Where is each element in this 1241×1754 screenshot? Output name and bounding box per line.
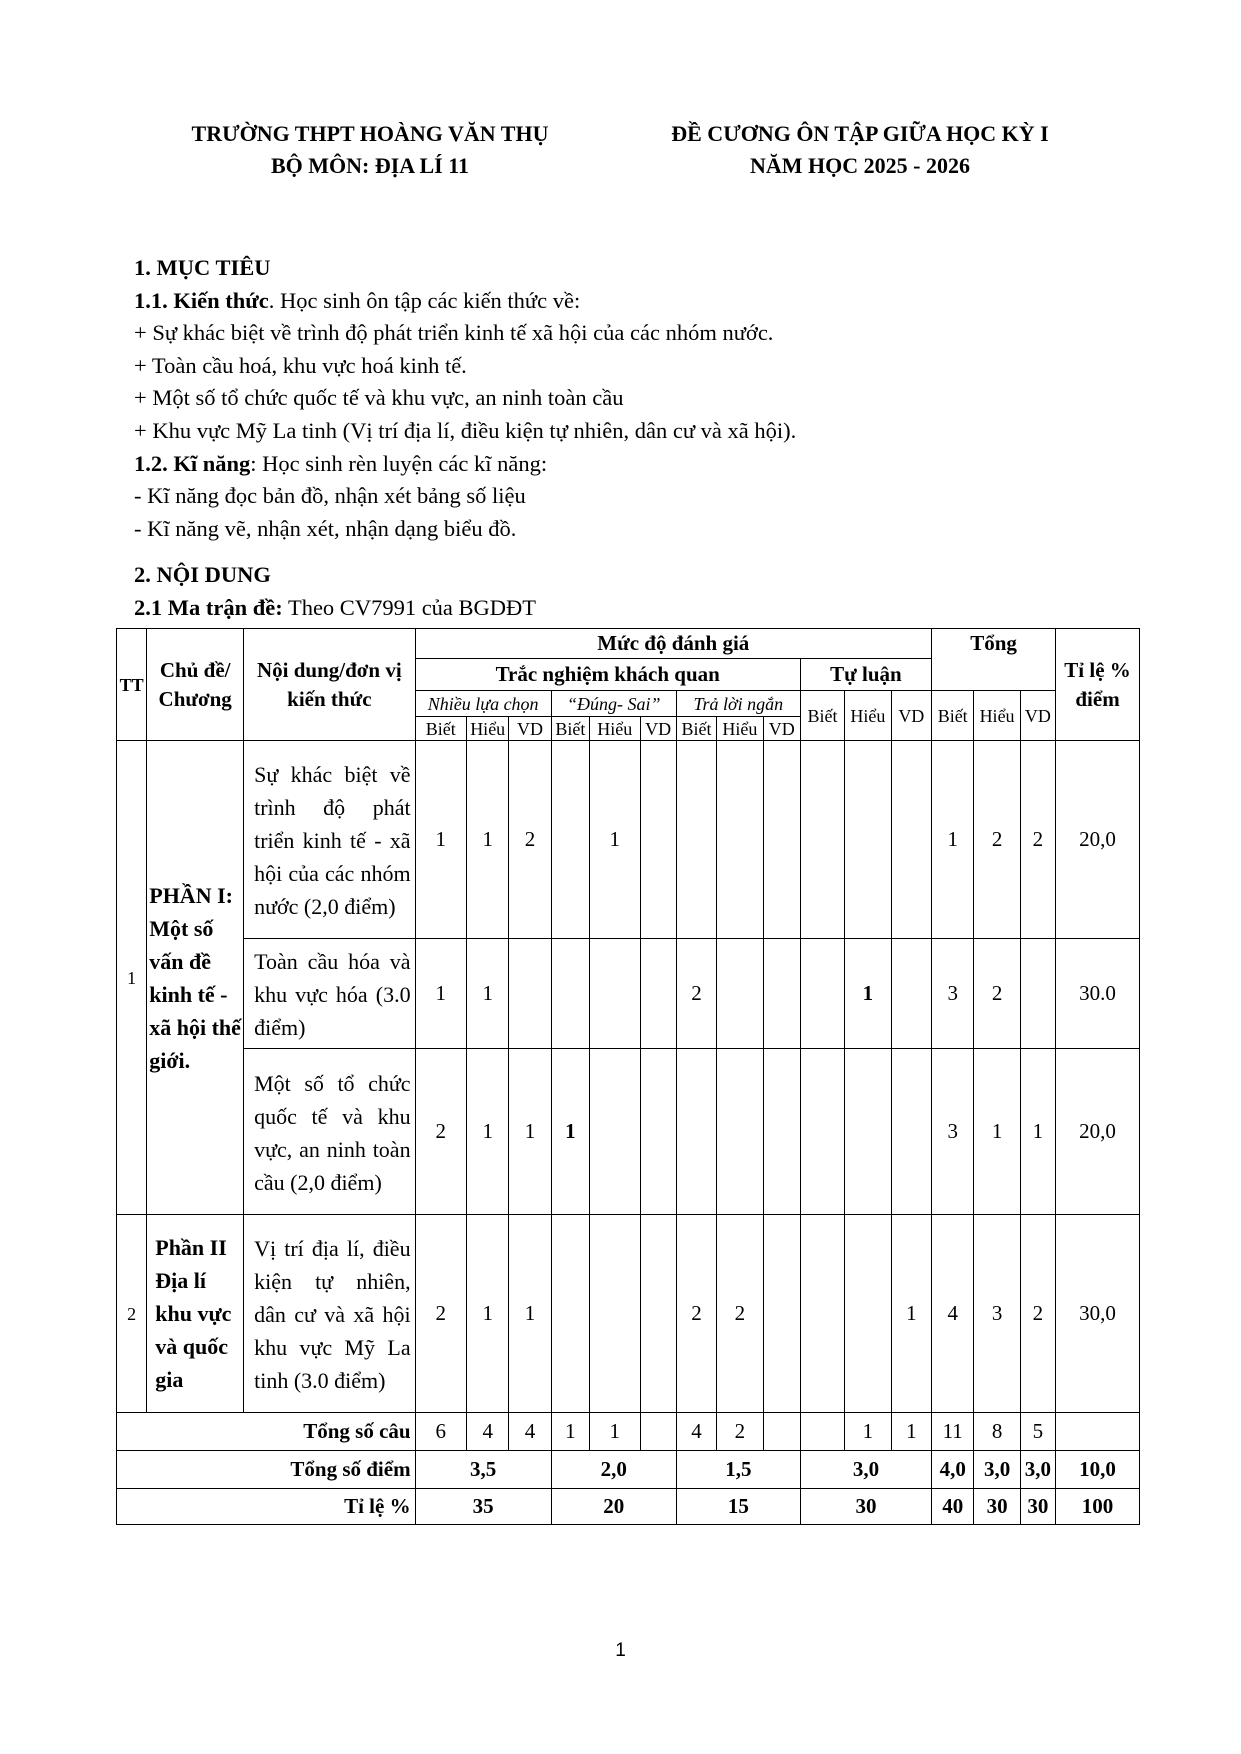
- lv-apply: VD: [1020, 691, 1055, 741]
- cell: 11: [932, 1413, 974, 1451]
- knowledge-item: + Toàn cầu hoá, khu vực hoá kinh tế.: [134, 352, 467, 378]
- table-row: [117, 741, 1140, 939]
- cell: [590, 1049, 640, 1215]
- cell: 1: [509, 1049, 551, 1215]
- cell: 4: [932, 1215, 974, 1413]
- subject-name: BỘ MÔN: ĐỊA LÍ 11: [270, 153, 470, 178]
- school-header: [150, 118, 590, 182]
- total-points-label: Tổng số điểm: [117, 1451, 416, 1489]
- section2-heading: 2. NỘI DUNG: [134, 562, 271, 588]
- matrix-source: Theo CV7991 của BGDĐT: [282, 594, 537, 620]
- cell: 2: [676, 939, 716, 1049]
- cell: 1: [590, 741, 640, 939]
- cell: 2: [1020, 1215, 1055, 1413]
- cell: [845, 1215, 891, 1413]
- col-header-truefalse: “Đúng- Sai”: [551, 691, 676, 717]
- row-content: Vị trí địa lí, điều kiện tự nhiên, dân cư và xã hội khu vực Mỹ La tinh (3.0 điểm): [244, 1215, 415, 1413]
- row-content: Toàn cầu hóa và khu vực hóa (3.0 điểm): [244, 939, 415, 1049]
- percent-label: Tỉ lệ %: [117, 1489, 416, 1525]
- cell: [640, 939, 676, 1049]
- cell: 1: [467, 939, 509, 1049]
- table-row-total-points: [117, 1451, 1140, 1489]
- lv-understand: Hiểu: [974, 691, 1020, 741]
- cell: 3: [974, 1215, 1020, 1413]
- cell: 1: [467, 741, 509, 939]
- cell: 2: [717, 1215, 763, 1413]
- cell: 1: [467, 1049, 509, 1215]
- cell: 4,0: [932, 1451, 974, 1489]
- document-title: ĐỀ CƯƠNG ÔN TẬP GIỮA HỌC KỲ I: [671, 121, 1049, 146]
- school-name: TRƯỜNG THPT HOÀNG VĂN THỤ: [191, 121, 549, 146]
- cell: [800, 741, 844, 939]
- cell: [717, 939, 763, 1049]
- cell: 1: [932, 741, 974, 939]
- cell: 4: [467, 1413, 509, 1451]
- cell: 1: [891, 1215, 931, 1413]
- cell: 4: [509, 1413, 551, 1451]
- cell: 10,0: [1056, 1451, 1140, 1489]
- cell: [551, 939, 589, 1049]
- cell: [590, 1215, 640, 1413]
- col-header-objective: Trắc nghiệm khách quan: [415, 659, 800, 691]
- cell: [676, 741, 716, 939]
- knowledge-intro: . Học sinh ôn tập các kiến thức về:: [268, 287, 581, 313]
- cell: 2,0: [551, 1451, 676, 1489]
- cell: 15: [676, 1489, 800, 1525]
- cell: [551, 741, 589, 939]
- row-ratio: 30,0: [1056, 1215, 1140, 1413]
- cell: [800, 1215, 844, 1413]
- page-number: 1: [615, 1640, 626, 1661]
- cell: [800, 1049, 844, 1215]
- cell: 1: [467, 1215, 509, 1413]
- cell: 3,5: [415, 1451, 551, 1489]
- cell: 8: [974, 1413, 1020, 1451]
- cell: 2: [509, 741, 551, 939]
- cell: 3: [932, 1049, 974, 1215]
- document-header: [630, 118, 1090, 182]
- cell: 30: [800, 1489, 931, 1525]
- cell: [891, 741, 931, 939]
- row-tt: 1: [117, 741, 147, 1215]
- cell: 1: [845, 1413, 891, 1451]
- cell: 20: [551, 1489, 676, 1525]
- cell: 1: [974, 1049, 1020, 1215]
- cell: 2: [974, 939, 1020, 1049]
- table-row-total-questions: [117, 1413, 1140, 1451]
- cell: 1: [845, 939, 891, 1049]
- knowledge-label: 1.1. Kiến thức: [134, 287, 269, 313]
- cell: [640, 741, 676, 939]
- cell: 30: [1020, 1489, 1055, 1525]
- cell: [845, 1049, 891, 1215]
- col-header-level: Mức độ đánh giá: [415, 629, 931, 659]
- cell: [800, 939, 844, 1049]
- col-header-essay: Tự luận: [800, 659, 931, 691]
- cell: 2: [676, 1215, 716, 1413]
- lv-know: Biết: [932, 691, 974, 741]
- cell: 5: [1020, 1413, 1055, 1451]
- cell: 1,5: [676, 1451, 800, 1489]
- table-row: [117, 939, 1140, 1049]
- cell: 2: [1020, 741, 1055, 939]
- cell: 3,0: [800, 1451, 931, 1489]
- lv-apply: VD: [763, 717, 800, 741]
- cell: [891, 1049, 931, 1215]
- cell: [763, 741, 800, 939]
- table-row-percent: [117, 1489, 1140, 1525]
- cell: 2: [415, 1215, 466, 1413]
- lv-know: Biết: [676, 717, 716, 741]
- cell: [509, 939, 551, 1049]
- cell: 1: [551, 1413, 589, 1451]
- row-ratio: [1056, 1413, 1140, 1451]
- cell: [590, 939, 640, 1049]
- row-ratio: 20,0: [1056, 741, 1140, 939]
- cell: [1020, 939, 1055, 1049]
- skills-intro: : Học sinh rèn luyện các kĩ năng:: [250, 450, 548, 476]
- skills-item: - Kĩ năng đọc bản đồ, nhận xét bảng số liệu: [134, 483, 526, 509]
- cell: [676, 1049, 716, 1215]
- cell: 1: [891, 1413, 931, 1451]
- cell: 4: [676, 1413, 716, 1451]
- total-questions-label: Tổng số câu: [117, 1413, 416, 1451]
- cell: [717, 1049, 763, 1215]
- assessment-matrix-table: [116, 628, 1140, 1525]
- row-ratio: 20,0: [1056, 1049, 1140, 1215]
- cell: [640, 1215, 676, 1413]
- cell: [891, 939, 931, 1049]
- cell: [763, 1413, 800, 1451]
- cell: 30: [974, 1489, 1020, 1525]
- row-content: Một số tổ chức quốc tế và khu vực, an ninh toàn cầu (2,0 điểm): [244, 1049, 415, 1215]
- cell: [800, 1413, 844, 1451]
- cell: 1: [590, 1413, 640, 1451]
- col-header-short: Trả lời ngắn: [676, 691, 800, 717]
- lv-know: Biết: [415, 717, 466, 741]
- cell: [640, 1049, 676, 1215]
- lv-understand: Hiểu: [717, 717, 763, 741]
- cell: 6: [415, 1413, 466, 1451]
- col-header-content: Nội dung/đơn vị kiến thức: [244, 629, 415, 741]
- cell: 1: [551, 1049, 589, 1215]
- section1-heading: 1. MỤC TIÊU: [134, 255, 271, 280]
- cell: [551, 1215, 589, 1413]
- lv-understand: Hiểu: [590, 717, 640, 741]
- row-content: Sự khác biệt về trình độ phát triển kinh tế - xã hội của các nhóm nước (2,0 điểm): [244, 741, 415, 939]
- cell: 1: [509, 1215, 551, 1413]
- lv-understand: Hiểu: [845, 691, 891, 741]
- cell: 3,0: [1020, 1451, 1055, 1489]
- cell: 3: [932, 939, 974, 1049]
- cell: [845, 741, 891, 939]
- lv-apply: VD: [891, 691, 931, 741]
- knowledge-item: + Một số tổ chức quốc tế và khu vực, an ninh toàn cầu: [134, 385, 624, 411]
- table-row: [117, 1049, 1140, 1215]
- row-tt: 2: [117, 1215, 147, 1413]
- row-topic: PHẦN I: Một số vấn đề kinh tế - xã hội thế giới.: [147, 741, 244, 1215]
- cell: 1: [415, 741, 466, 939]
- lv-know: Biết: [800, 691, 844, 741]
- lv-understand: Hiểu: [467, 717, 509, 741]
- col-header-ratio: Tỉ lệ % điểm: [1056, 629, 1140, 741]
- cell: 35: [415, 1489, 551, 1525]
- table-row: [117, 1215, 1140, 1413]
- col-header-topic: Chủ đề/ Chương: [147, 629, 244, 741]
- col-header-total: Tổng: [932, 629, 1056, 691]
- cell: 1: [1020, 1049, 1055, 1215]
- cell: [763, 1215, 800, 1413]
- row-ratio: 30.0: [1056, 939, 1140, 1049]
- cell: [763, 1049, 800, 1215]
- skills-label: 1.2. Kĩ năng: [134, 450, 251, 476]
- lv-apply: VD: [509, 717, 551, 741]
- cell: [717, 741, 763, 939]
- document-body: [134, 252, 1134, 625]
- cell: 40: [932, 1489, 974, 1525]
- cell: [640, 1413, 676, 1451]
- matrix-label: 2.1 Ma trận đề:: [134, 594, 283, 620]
- cell: 2: [974, 741, 1020, 939]
- knowledge-item: + Sự khác biệt về trình độ phát triển kinh tế xã hội của các nhóm nước.: [134, 320, 774, 346]
- cell: 100: [1056, 1489, 1140, 1525]
- cell: 2: [415, 1049, 466, 1215]
- row-topic: Phần II Địa lí khu vực và quốc gia: [147, 1215, 244, 1413]
- school-year: NĂM HỌC 2025 - 2026: [750, 153, 970, 178]
- cell: 1: [415, 939, 466, 1049]
- lv-apply: VD: [640, 717, 676, 741]
- cell: 3,0: [974, 1451, 1020, 1489]
- col-header-mcq: Nhiều lựa chọn: [415, 691, 551, 717]
- col-header-tt: TT: [117, 629, 147, 741]
- cell: [763, 939, 800, 1049]
- skills-item: - Kĩ năng vẽ, nhận xét, nhận dạng biểu đồ.: [134, 515, 517, 541]
- knowledge-item: + Khu vực Mỹ La tinh (Vị trí địa lí, điều kiện tự nhiên, dân cư và xã hội).: [134, 417, 797, 443]
- lv-know: Biết: [551, 717, 589, 741]
- cell: 2: [717, 1413, 763, 1451]
